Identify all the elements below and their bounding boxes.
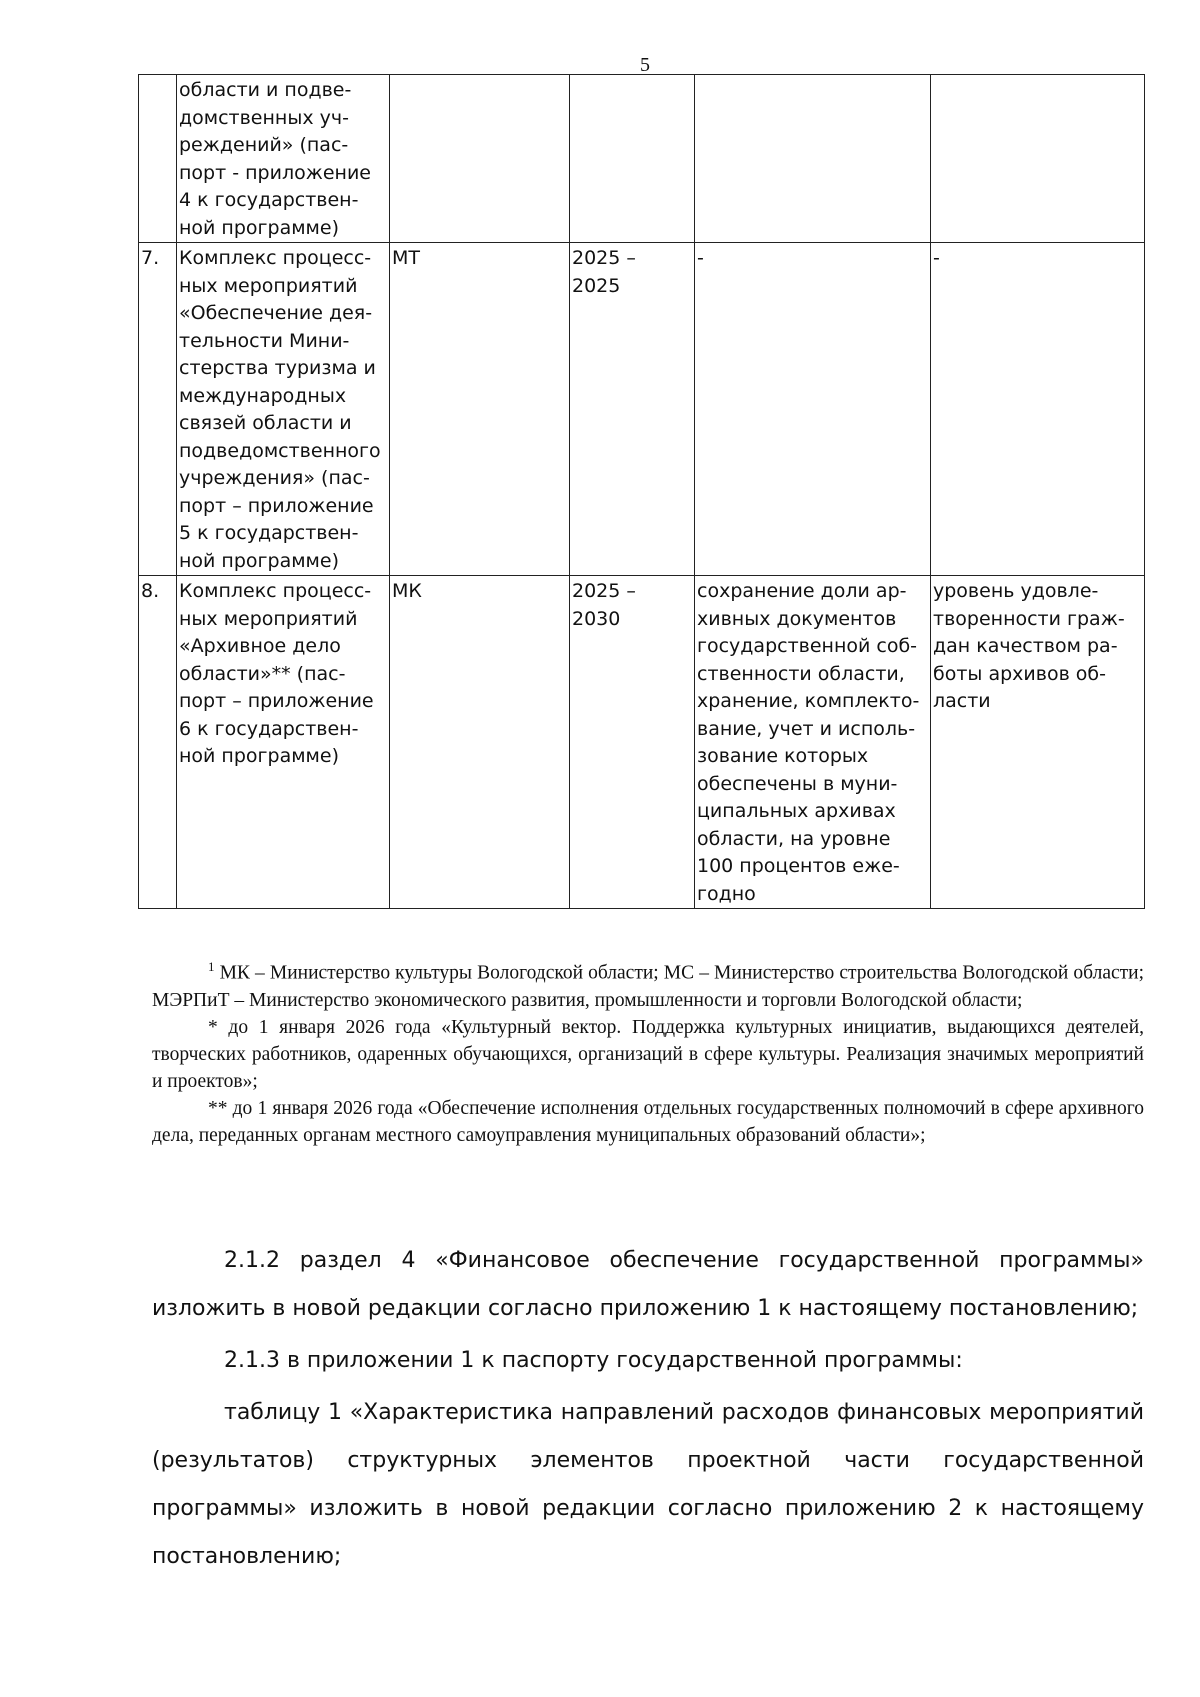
num-cell [139, 75, 177, 243]
table-row [139, 243, 1145, 576]
cell-text-line: реждений» (пас- [179, 134, 349, 156]
structure-elements-table [138, 74, 1145, 909]
cell-text-line: ципальных архивах [697, 800, 896, 822]
cell-text-line: 7. [141, 247, 160, 269]
executor-cell [390, 75, 570, 243]
indicator-cell [931, 576, 1145, 909]
cell-text-line: 5 к государствен- [179, 522, 359, 544]
cell-text-line: подведомственного [179, 439, 381, 462]
cell-text-line: тельности Мини- [179, 329, 350, 352]
cell-text-line: боты архивов об- [933, 662, 1107, 685]
period-cell [570, 75, 695, 243]
cell-text-line: годно [697, 882, 756, 905]
cell-text-line: порт – приложение [179, 494, 374, 517]
footnote-1-marker: 1 [208, 959, 215, 974]
cell-text-line: хивных документов [697, 607, 897, 630]
executor-cell [390, 243, 570, 576]
cell-text-line: 2025 [572, 274, 621, 297]
footnote-1-text: МК – Министерство культуры Вологодской области; МС – Министерство строительства Вологодской области; МЭРПиТ – Министерство экономического развития, промышленности и торговли Вологодской области; [152, 962, 1144, 1011]
num-cell [139, 243, 177, 576]
cell-text-line: международных [179, 384, 347, 407]
cell-text-line: порт – приложение [179, 690, 374, 712]
cell-text-line: творенности граж- [933, 607, 1125, 630]
cell-text-line: связей области и [179, 412, 352, 434]
main-text [152, 1237, 1144, 1581]
cell-text-line: области»** (пас- [179, 662, 346, 685]
paragraph-2-1-3: 2.1.3 в приложении 1 к паспорту государственной программы: [224, 1348, 963, 1373]
cell-text-line: дан качеством ра- [933, 635, 1118, 657]
cell-text-line: ственности области, [697, 662, 905, 685]
executor-cell [390, 576, 570, 909]
indicator-cell [931, 75, 1145, 243]
cell-text-line: 100 процентов еже- [697, 855, 900, 877]
cell-text-line: ной программе) [179, 549, 339, 572]
cell-text-line: 6 к государствен- [179, 717, 359, 740]
cell-text-line: области, на уровне [697, 827, 891, 850]
cell-text-line: МТ [392, 247, 420, 269]
cell-text-line: Комплекс процесс- [179, 580, 372, 602]
cell-text-line: Комплекс процесс- [179, 247, 372, 269]
cell-text-line: порт - приложение [179, 161, 371, 184]
cell-text-line: МК [392, 580, 422, 602]
cell-text-line: зование которых [697, 745, 869, 767]
cell-text-line: 4 к государствен- [179, 189, 359, 211]
period-cell [570, 243, 695, 576]
cell-text-line: 2025 – [572, 580, 636, 602]
task-cell [695, 75, 931, 243]
cell-text-line: 2025 – [572, 247, 636, 269]
paragraph-table-1: таблицу 1 «Характеристика направлений расходов финансовых мероприятий (результатов) структурных элементов проектной части государственной программы» изложить в новой редакции согласно приложению 2 к настоящему постановлению; [152, 1400, 1144, 1569]
cell-text-line: области и подве- [179, 79, 352, 101]
task-cell [695, 243, 931, 576]
cell-text-line: ной программе) [179, 216, 339, 239]
cell-text-line: домственных уч- [179, 106, 349, 129]
table-row [139, 576, 1145, 909]
cell-text-line: обеспечены в муни- [697, 772, 898, 795]
cell-text-line: «Архивное дело [179, 635, 341, 657]
paragraph-2-1-2: 2.1.2 раздел 4 «Финансовое обеспечение государственной программы» изложить в новой редакции согласно приложению 1 к настоящему постановлению; [152, 1248, 1144, 1321]
period-cell [570, 576, 695, 909]
cell-text-line: 8. [141, 580, 160, 602]
table-body [139, 75, 1145, 909]
table-row [139, 75, 1145, 243]
task-cell [695, 576, 931, 909]
cell-text-line: стерства туризма и [179, 357, 376, 379]
cell-text-line: 2030 [572, 607, 621, 630]
cell-text-line: ной программе) [179, 745, 339, 767]
cell-text-line: «Обеспечение дея- [179, 302, 373, 324]
cell-text-line: - [933, 247, 940, 269]
footnotes [152, 953, 1144, 1149]
footnote-2: * до 1 января 2026 года «Культурный вектор. Поддержка культурных инициатив, выдающихся деятелей, творческих работников, одаренных обучающихся, организаций в сфере культуры. Реализация значимых мероприятий и проектов»; [152, 1016, 1144, 1092]
cell-text-line: хранение, комплекто- [697, 690, 920, 712]
cell-text-line: ласти [933, 690, 991, 712]
cell-text-line: уровень удовле- [933, 580, 1099, 602]
cell-text-line: ных мероприятий [179, 607, 358, 630]
cell-text-line: - [697, 247, 704, 269]
footnote-3: ** до 1 января 2026 года «Обеспечение исполнения отдельных государственных полномочий в сфере архивного дела, переданных органам местного самоуправления муниципальных образований области»; [152, 1097, 1144, 1146]
cell-text-line: государственной соб- [697, 635, 918, 657]
cell-text-line: сохранение доли ар- [697, 580, 907, 602]
cell-text-line: вание, учет и исполь- [697, 717, 916, 740]
cell-text-line: учреждения» (пас- [179, 467, 370, 489]
name-cell [177, 75, 390, 243]
num-cell [139, 576, 177, 909]
page-number: 5 [640, 54, 650, 76]
footnote-1 [152, 953, 1144, 1014]
cell-text-line: ных мероприятий [179, 274, 358, 297]
name-cell [177, 243, 390, 576]
indicator-cell [931, 243, 1145, 576]
name-cell [177, 576, 390, 909]
